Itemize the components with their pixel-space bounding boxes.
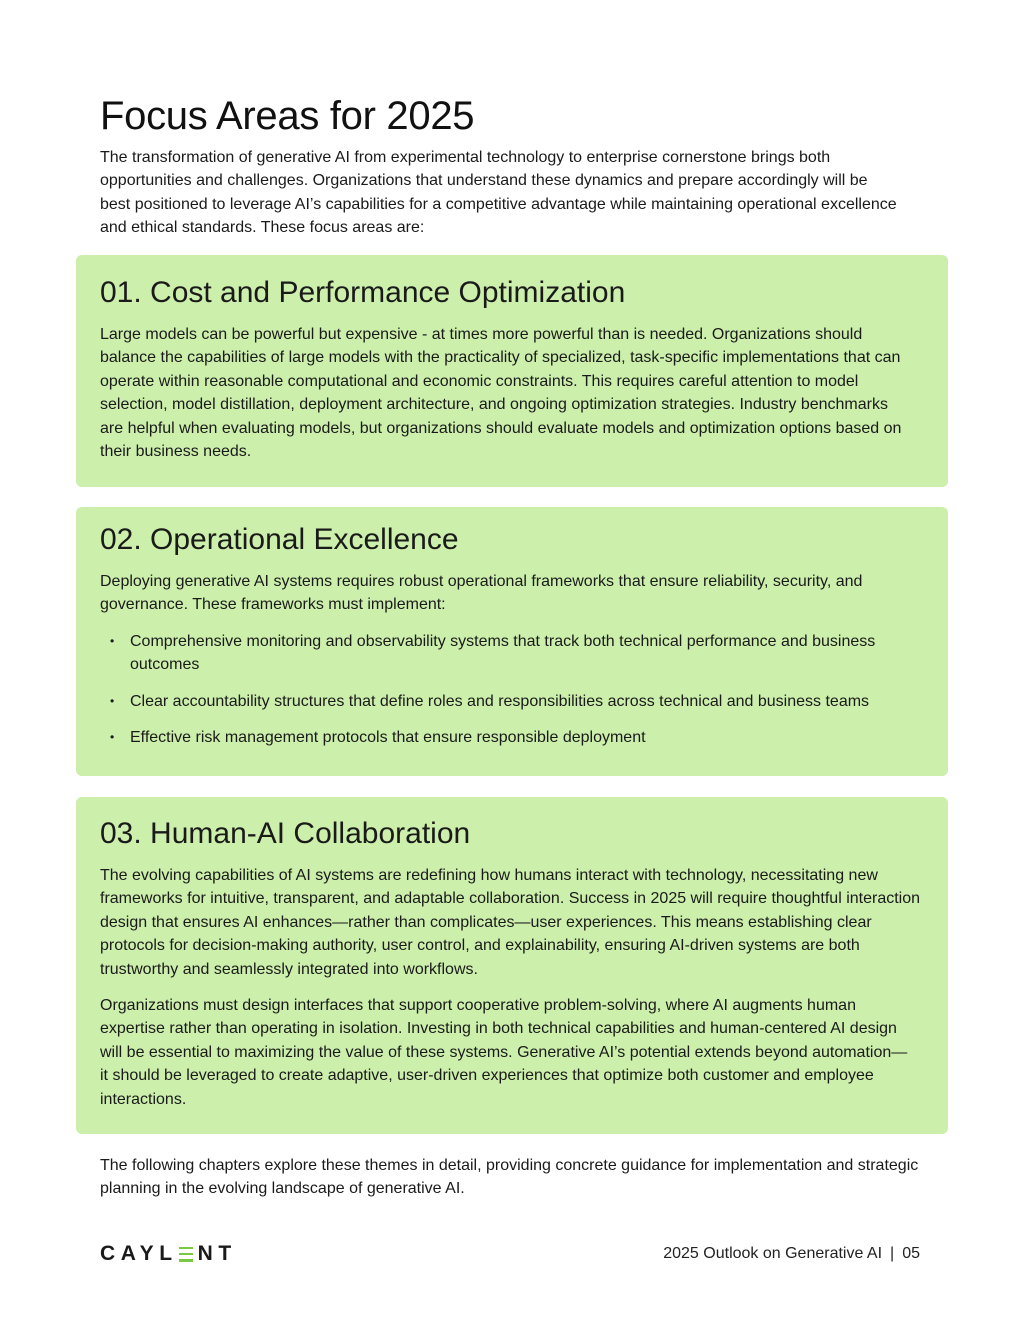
footer-document-title: 2025 Outlook on Generative AI bbox=[663, 1245, 883, 1262]
section-paragraph-cost-performance: Large models can be powerful but expensive - at times more powerful than is needed. Organizations should balance the capabilities of large models with the practicality of specialized, task-specific implementations that can operate within reasonable computational and economic constraints. This requires careful attention to model selection, model distillation, deployment architecture, and ongoing optimization strategies. Industry benchmarks are helpful when evaluating models, but organizations should evaluate models and optimization options based on their business needs. bbox=[100, 326, 902, 461]
list-item: • Effective risk management protocols that ensure responsible deployment bbox=[100, 726, 930, 749]
list-item: • Clear accountability structures that define roles and responsibilities across technical and business teams bbox=[100, 690, 930, 713]
footer-separator: | bbox=[890, 1245, 895, 1262]
intro-paragraph: The transformation of generative AI from experimental technology to enterprise cornerstone brings both opportunities and challenges. Organizations that understand these dynamics and prepare accordingly will be best positioned to leverage AI’s capabilities for a competitive advantage while maintaining operational excellence and ethical standards. These focus areas are: bbox=[100, 149, 897, 237]
section-heading-human-ai: 03. Human-AI Collaboration bbox=[100, 817, 471, 850]
bullet-list-operational-excellence bbox=[100, 630, 930, 750]
footer-page-info bbox=[663, 1243, 920, 1265]
logo-e-mark-icon bbox=[179, 1247, 193, 1262]
section-paragraph-human-ai-2: Organizations must design interfaces that support cooperative problem-solving, where AI augments human expertise rather than operating in isolation. Investing in both technical capabilities and human-centered AI design will be essential to maximizing the value of these systems. Generative AI’s potential extends beyond automation—it should be leveraged to create adaptive, user-driven experiences that optimize both customer and employee interactions. bbox=[100, 997, 908, 1108]
caylent-logo: CAYL NT bbox=[100, 1242, 237, 1265]
bullet-dot-icon: • bbox=[110, 730, 115, 745]
section-heading-cost-performance: 01. Cost and Performance Optimization bbox=[100, 276, 626, 309]
section-paragraph-human-ai-1: The evolving capabilities of AI systems are redefining how humans interact with technology, necessitating new frameworks for intuitive, transparent, and adaptable collaboration. Success in 2025 will require thoughtful interaction design that ensures AI enhances—rather than complicates—user experiences. This means establishing clear protocols for decision-making authority, user control, and explainability, ensuring AI-driven systems are both trustworthy and seamlessly integrated into workflows. bbox=[100, 867, 921, 978]
footer-page-number: 05 bbox=[902, 1245, 920, 1262]
outro-paragraph: The following chapters explore these themes in detail, providing concrete guidance for implementation and strategic planning in the evolving landscape of generative AI. bbox=[100, 1157, 919, 1198]
page-title: Focus Areas for 2025 bbox=[100, 94, 475, 138]
section-heading-operational-excellence: 02. Operational Excellence bbox=[100, 523, 459, 556]
list-item: • Comprehensive monitoring and observability systems that track both technical performance and business outcomes bbox=[100, 630, 930, 677]
bullet-dot-icon: • bbox=[110, 693, 115, 708]
bullet-dot-icon: • bbox=[110, 634, 115, 648]
section-paragraph-operational-excellence: Deploying generative AI systems requires robust operational frameworks that ensure reliability, security, and governance. These frameworks must implement: bbox=[100, 573, 863, 614]
